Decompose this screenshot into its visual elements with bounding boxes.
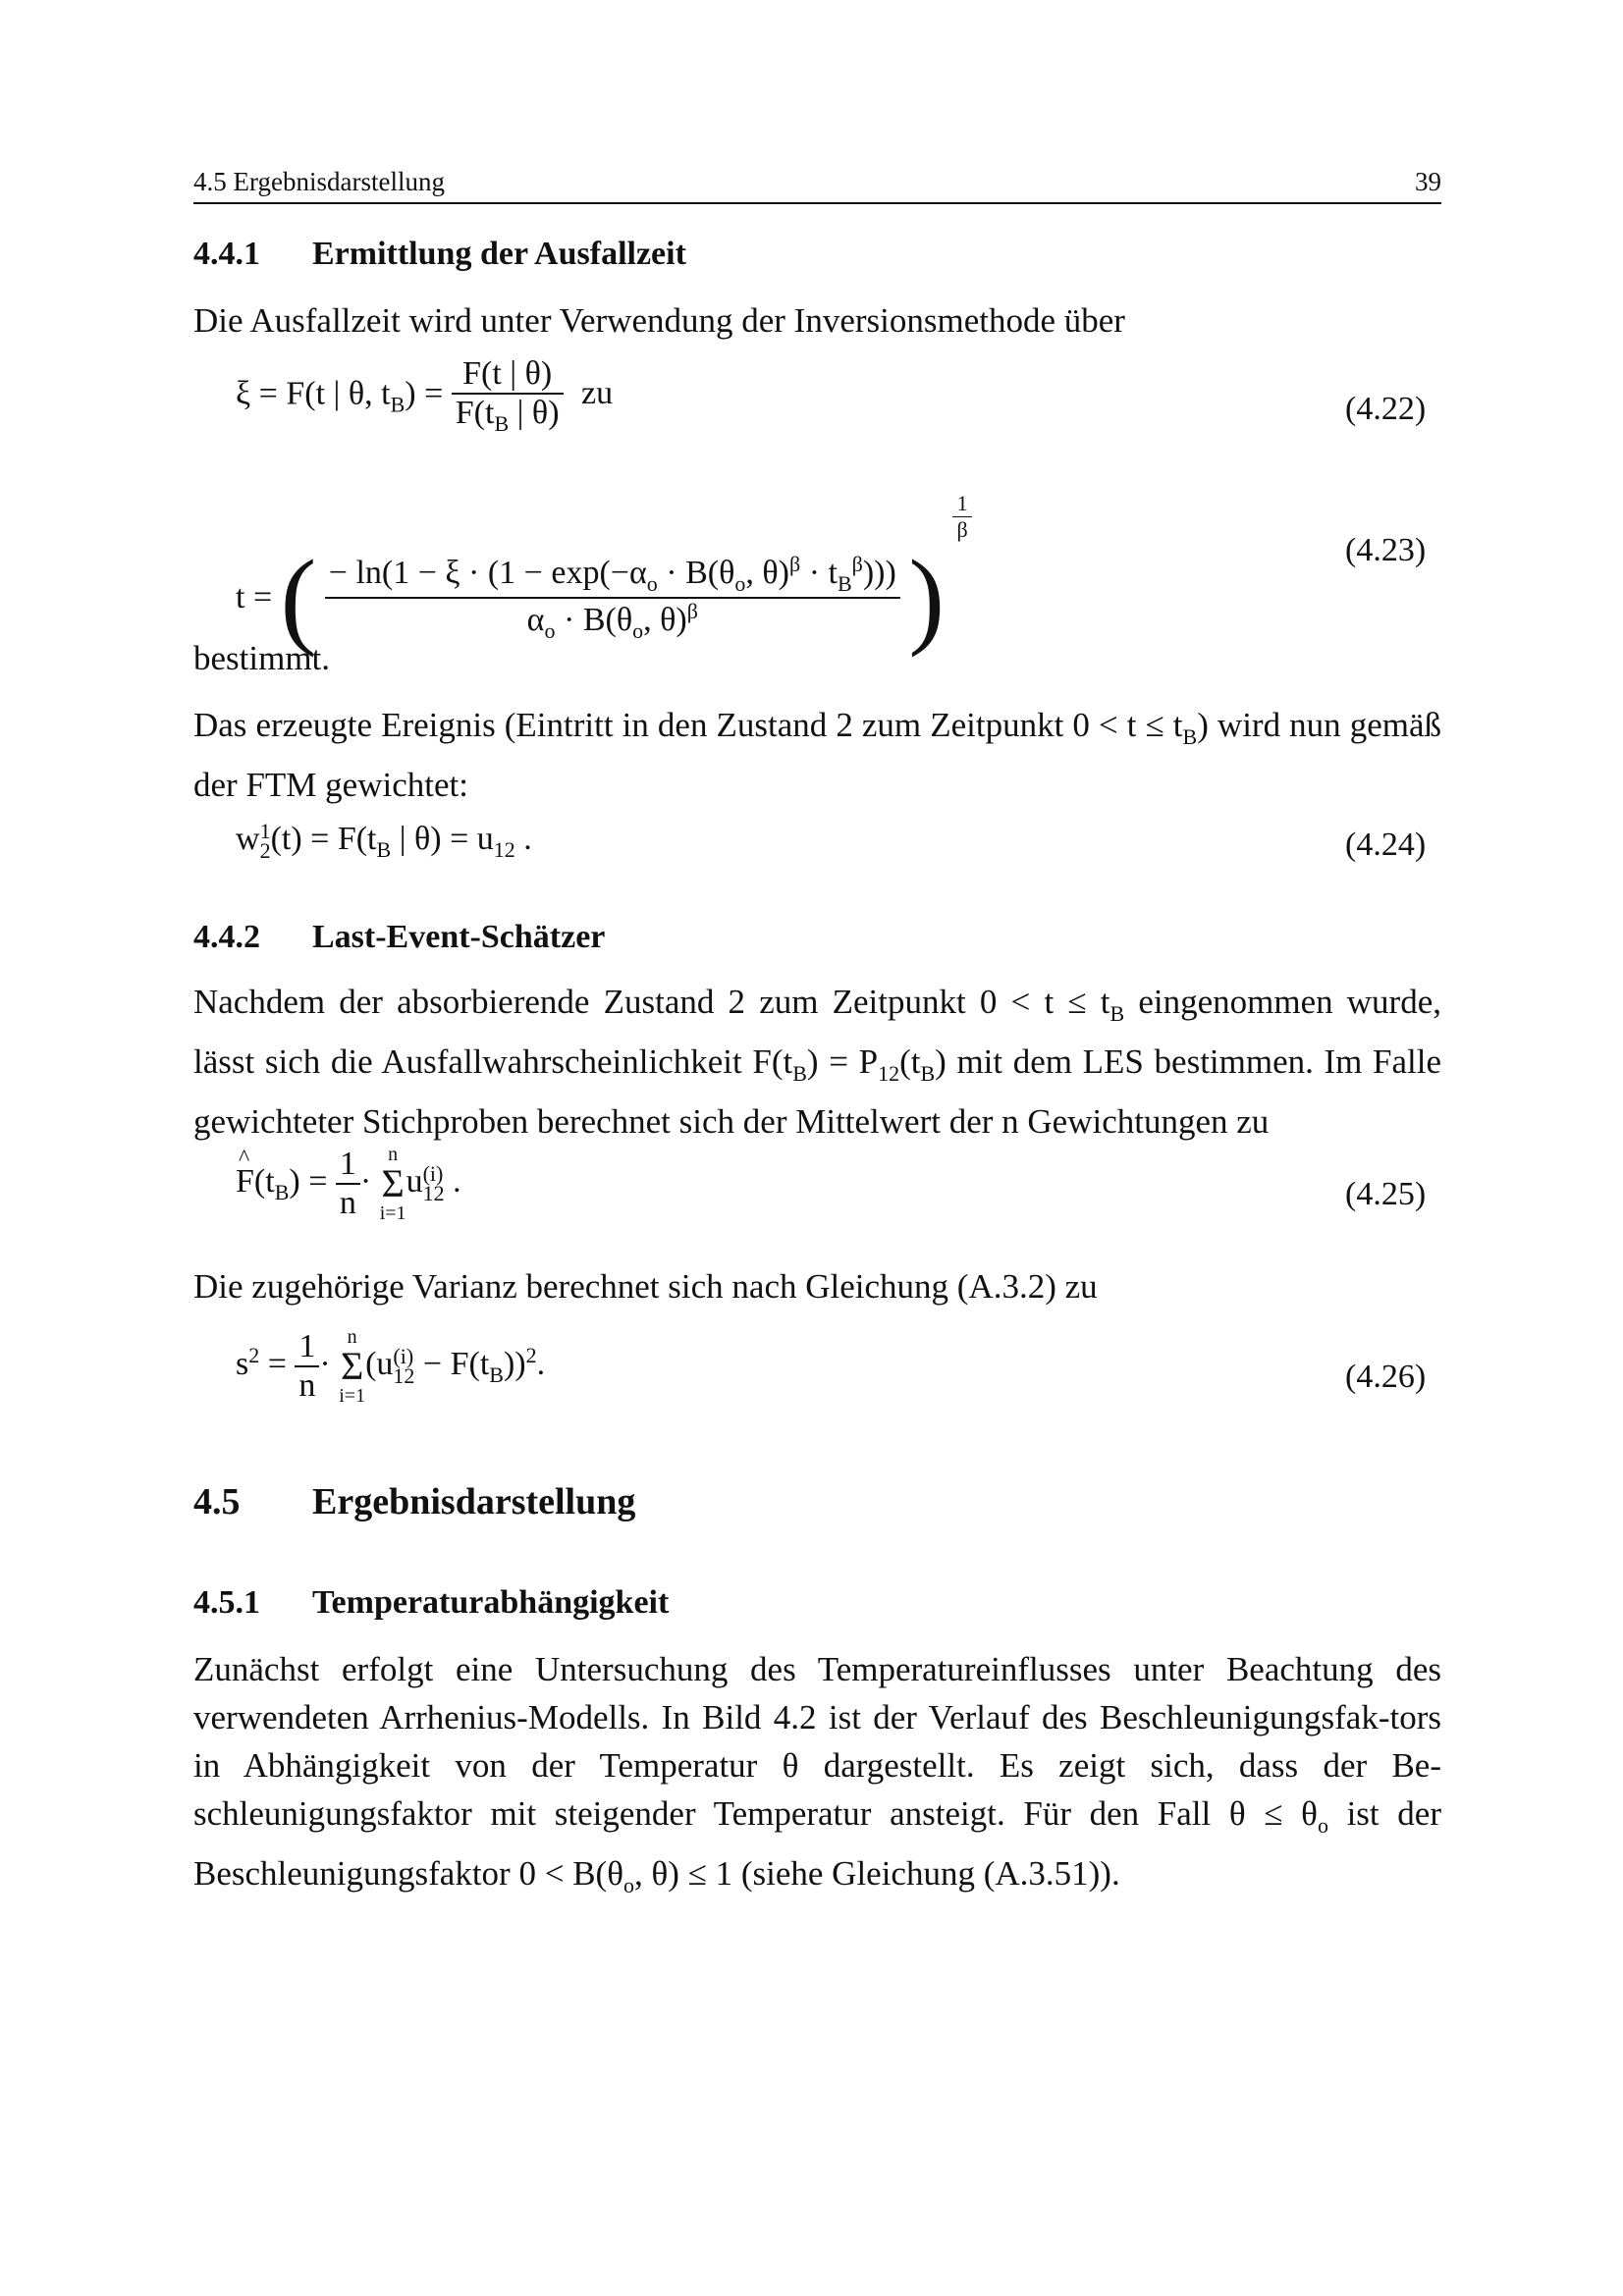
temp-b: ist der Beschleunigungsfaktor 0 < B(θ — [193, 1794, 1441, 1893]
les-sub1: B — [1109, 1001, 1125, 1026]
section-4-5-1-title: Temperaturabhängigkeit — [312, 1584, 670, 1621]
eq425-sum — [380, 1145, 406, 1223]
eq422-lhs: ξ = F(t | θ, t — [236, 375, 391, 412]
eq426-c-sup: 2 — [525, 1342, 537, 1367]
eq423-num-mid: · B(θ — [657, 555, 735, 592]
equation-4-24 — [236, 821, 532, 863]
eq426-num: 1 — [295, 1328, 319, 1367]
eq424-a: w — [236, 821, 260, 857]
eq422-lhs-sub: B — [390, 392, 406, 417]
equation-4-23 — [236, 491, 972, 659]
eq426-a-sup: (i) — [393, 1344, 414, 1369]
eq425-dot: · — [359, 1162, 372, 1200]
eq424-sup: 1 — [259, 819, 271, 844]
les-c: ) = P — [806, 1042, 879, 1081]
eq422-den-b: | θ) — [509, 395, 560, 431]
eq426-b: − F(t — [414, 1345, 490, 1382]
eq423-num-mid2: , θ) — [745, 555, 789, 592]
eq423-num-sup2: β — [851, 552, 863, 577]
intro-paragraph: Die Ausfallzeit wird unter Verwendung der Inversionsmethode über — [193, 301, 1125, 340]
eq423-exp-den: β — [956, 517, 968, 542]
eq423-exp-num: 1 — [952, 491, 971, 517]
eq422-lhs-end: ) = — [405, 375, 444, 412]
eq426-c: )) — [503, 1345, 526, 1382]
eq423-den-mid: · B(θ — [555, 602, 633, 639]
section-4-4-1-title: Ermittlung der Ausfallzeit — [312, 236, 686, 272]
paragraph-temperature — [193, 1645, 1441, 1909]
eq426-lhs-sup: 2 — [248, 1342, 260, 1367]
eq423-num-sub3: B — [837, 571, 852, 597]
les-a: Nachdem der absorbierende Zustand 2 zum Zeitpunkt 0 < t ≤ t — [193, 983, 1110, 1021]
section-4-4-2-number: 4.4.2 — [193, 919, 260, 955]
eq426-a-sub: 12 — [393, 1363, 415, 1388]
eq426-sum-bot: i=1 — [339, 1385, 366, 1407]
eq426-eq: = — [259, 1345, 287, 1382]
eq423-den-a: α — [526, 602, 545, 639]
section-4-5-1-number: 4.5.1 — [193, 1584, 260, 1621]
eq423-denominator — [325, 599, 900, 644]
eq426-sum-sym: Σ — [341, 1344, 364, 1388]
temp-sub2: o — [622, 1873, 634, 1897]
eq425-u-sub: 12 — [422, 1181, 445, 1205]
les-b: eingenommen wurde, lässt sich die Ausfallwahrscheinlichkeit F(t — [193, 983, 1441, 1081]
eq423-num-a: − ln(1 − ξ · (1 − exp(−α — [328, 555, 647, 592]
page-number: 39 — [1415, 167, 1441, 196]
eq423-den-sub2: o — [632, 618, 644, 644]
eq423-den-end: , θ) — [643, 602, 687, 639]
bestimmt-text: bestimmt. — [193, 639, 331, 677]
eq422-number: (4.22) — [1345, 391, 1427, 427]
eq423-number: (4.23) — [1345, 532, 1427, 568]
eq423-fraction — [325, 552, 900, 644]
eq424-d: . — [514, 821, 532, 857]
eq423-right-paren: ) — [908, 538, 945, 659]
eq422-den-sub: B — [494, 411, 510, 436]
eq425-u: u — [406, 1162, 423, 1200]
running-head-section: 4.5 Ergebnisdarstellung — [193, 167, 445, 196]
eq425-fraction — [336, 1146, 360, 1222]
eq425-u-scripts — [422, 1161, 445, 1205]
eq426-d: . — [536, 1345, 546, 1382]
paragraph-les — [193, 978, 1441, 1146]
eq422-denominator — [452, 395, 564, 437]
eq425-den: n — [339, 1185, 356, 1221]
eq424-number: (4.24) — [1345, 827, 1427, 863]
eq423-lhs: t = — [236, 579, 273, 616]
eq426-fraction — [295, 1328, 319, 1405]
eq425-lhs-hat: ^ F — [236, 1163, 254, 1201]
equation-4-25 — [236, 1145, 461, 1223]
les-e: ) mit dem LES bestimmen. Im Falle gewichteter Stichproben berechnet sich der Mittelwert der n Gewichtungen zu — [193, 1042, 1442, 1141]
les-sub3: 12 — [878, 1061, 900, 1086]
eq425-number: (4.25) — [1345, 1176, 1427, 1212]
eq423-den-sup: β — [686, 599, 698, 624]
section-4-5-number: 4.5 — [193, 1481, 241, 1522]
eq424-b: (t) = F(t — [270, 821, 377, 857]
eq423-num-sup1: β — [788, 552, 801, 577]
eq423-num-sub1: o — [646, 571, 658, 597]
eq426-sum — [339, 1327, 365, 1406]
eq425-lhs-b: (t — [253, 1162, 275, 1200]
les-sub2: B — [792, 1061, 807, 1086]
eq422-den-a: F(t — [455, 395, 495, 431]
eq423-den-sub1: o — [544, 618, 556, 644]
eq424-sub3: 12 — [493, 837, 515, 862]
para2-sub: B — [1182, 724, 1198, 749]
equation-4-26 — [236, 1327, 545, 1406]
section-4-4-1-number: 4.4.1 — [193, 236, 260, 272]
header-rule — [193, 202, 1441, 204]
eq426-b-sub: B — [489, 1362, 504, 1387]
temp-a: Zunächst erfolgt eine Untersuchung des Temperatureinflusses unter Beachtung des verwendeten Arrhenius-Modells. In Bild 4.2 ist der Verlauf des Beschleunigungsfak-tors in Abhängigkeit von der Temperatur θ dargestellt. Es zeigt sich, dass der Be-schleunigungsfaktor mit steigender Temperatur ansteigt. Für den Fall θ ≤ θ — [193, 1650, 1441, 1833]
les-d: (t — [899, 1042, 921, 1081]
eq425-end: . — [444, 1162, 461, 1200]
temp-sub1: o — [1317, 1813, 1328, 1838]
eq422-numerator: F(t | θ) — [452, 355, 564, 395]
eq426-dot: · — [319, 1345, 331, 1382]
eq426-a-scripts — [393, 1344, 415, 1388]
para2-b: ) wird nun gemäß der FTM gewichtet: — [193, 706, 1441, 804]
eq425-lhs-c: ) = — [289, 1162, 328, 1200]
paragraph-event — [193, 701, 1441, 809]
eq422-suffix: zu — [581, 375, 614, 412]
eq425-u-sup: (i) — [422, 1161, 444, 1187]
eq423-num-end: ))) — [862, 555, 896, 592]
section-4-5-title: Ergebnisdarstellung — [312, 1481, 636, 1522]
eq422-fraction — [452, 355, 564, 437]
eq424-sub2: B — [376, 837, 392, 862]
eq425-lhs-sub: B — [274, 1179, 290, 1204]
eq426-sum-top: n — [347, 1326, 357, 1348]
eq423-left-paren: ( — [280, 538, 317, 659]
variance-text: Die zugehörige Varianz berechnet sich nach Gleichung (A.3.2) zu — [193, 1267, 1098, 1306]
eq426-a: (u — [365, 1345, 394, 1382]
eq425-sum-sym: Σ — [381, 1161, 405, 1205]
eq424-c: | θ) = u — [391, 821, 494, 857]
eq423-num-mid3: · t — [800, 555, 838, 592]
eq423-exponent — [952, 491, 971, 543]
eq425-sum-bot: i=1 — [379, 1202, 406, 1224]
eq426-den: n — [298, 1367, 316, 1404]
eq423-num-sub2: o — [734, 571, 746, 597]
eq426-lhs: s — [236, 1345, 249, 1382]
eq425-num: 1 — [336, 1146, 360, 1185]
eq424-sub: 2 — [259, 838, 271, 864]
eq424-sup-sub — [259, 819, 271, 864]
eq426-number: (4.26) — [1345, 1359, 1427, 1395]
equation-4-22 — [236, 355, 613, 437]
les-sub4: B — [920, 1061, 936, 1086]
eq425-sum-top: n — [388, 1144, 399, 1165]
section-4-4-2-title: Last-Event-Schätzer — [312, 919, 606, 955]
para2-a: Das erzeugte Ereignis (Eintritt in den Zustand 2 zum Zeitpunkt 0 < t ≤ t — [193, 706, 1183, 744]
temp-c: , θ) ≤ 1 (siehe Gleichung (A.3.51)). — [633, 1854, 1120, 1893]
eq423-numerator — [325, 552, 900, 599]
